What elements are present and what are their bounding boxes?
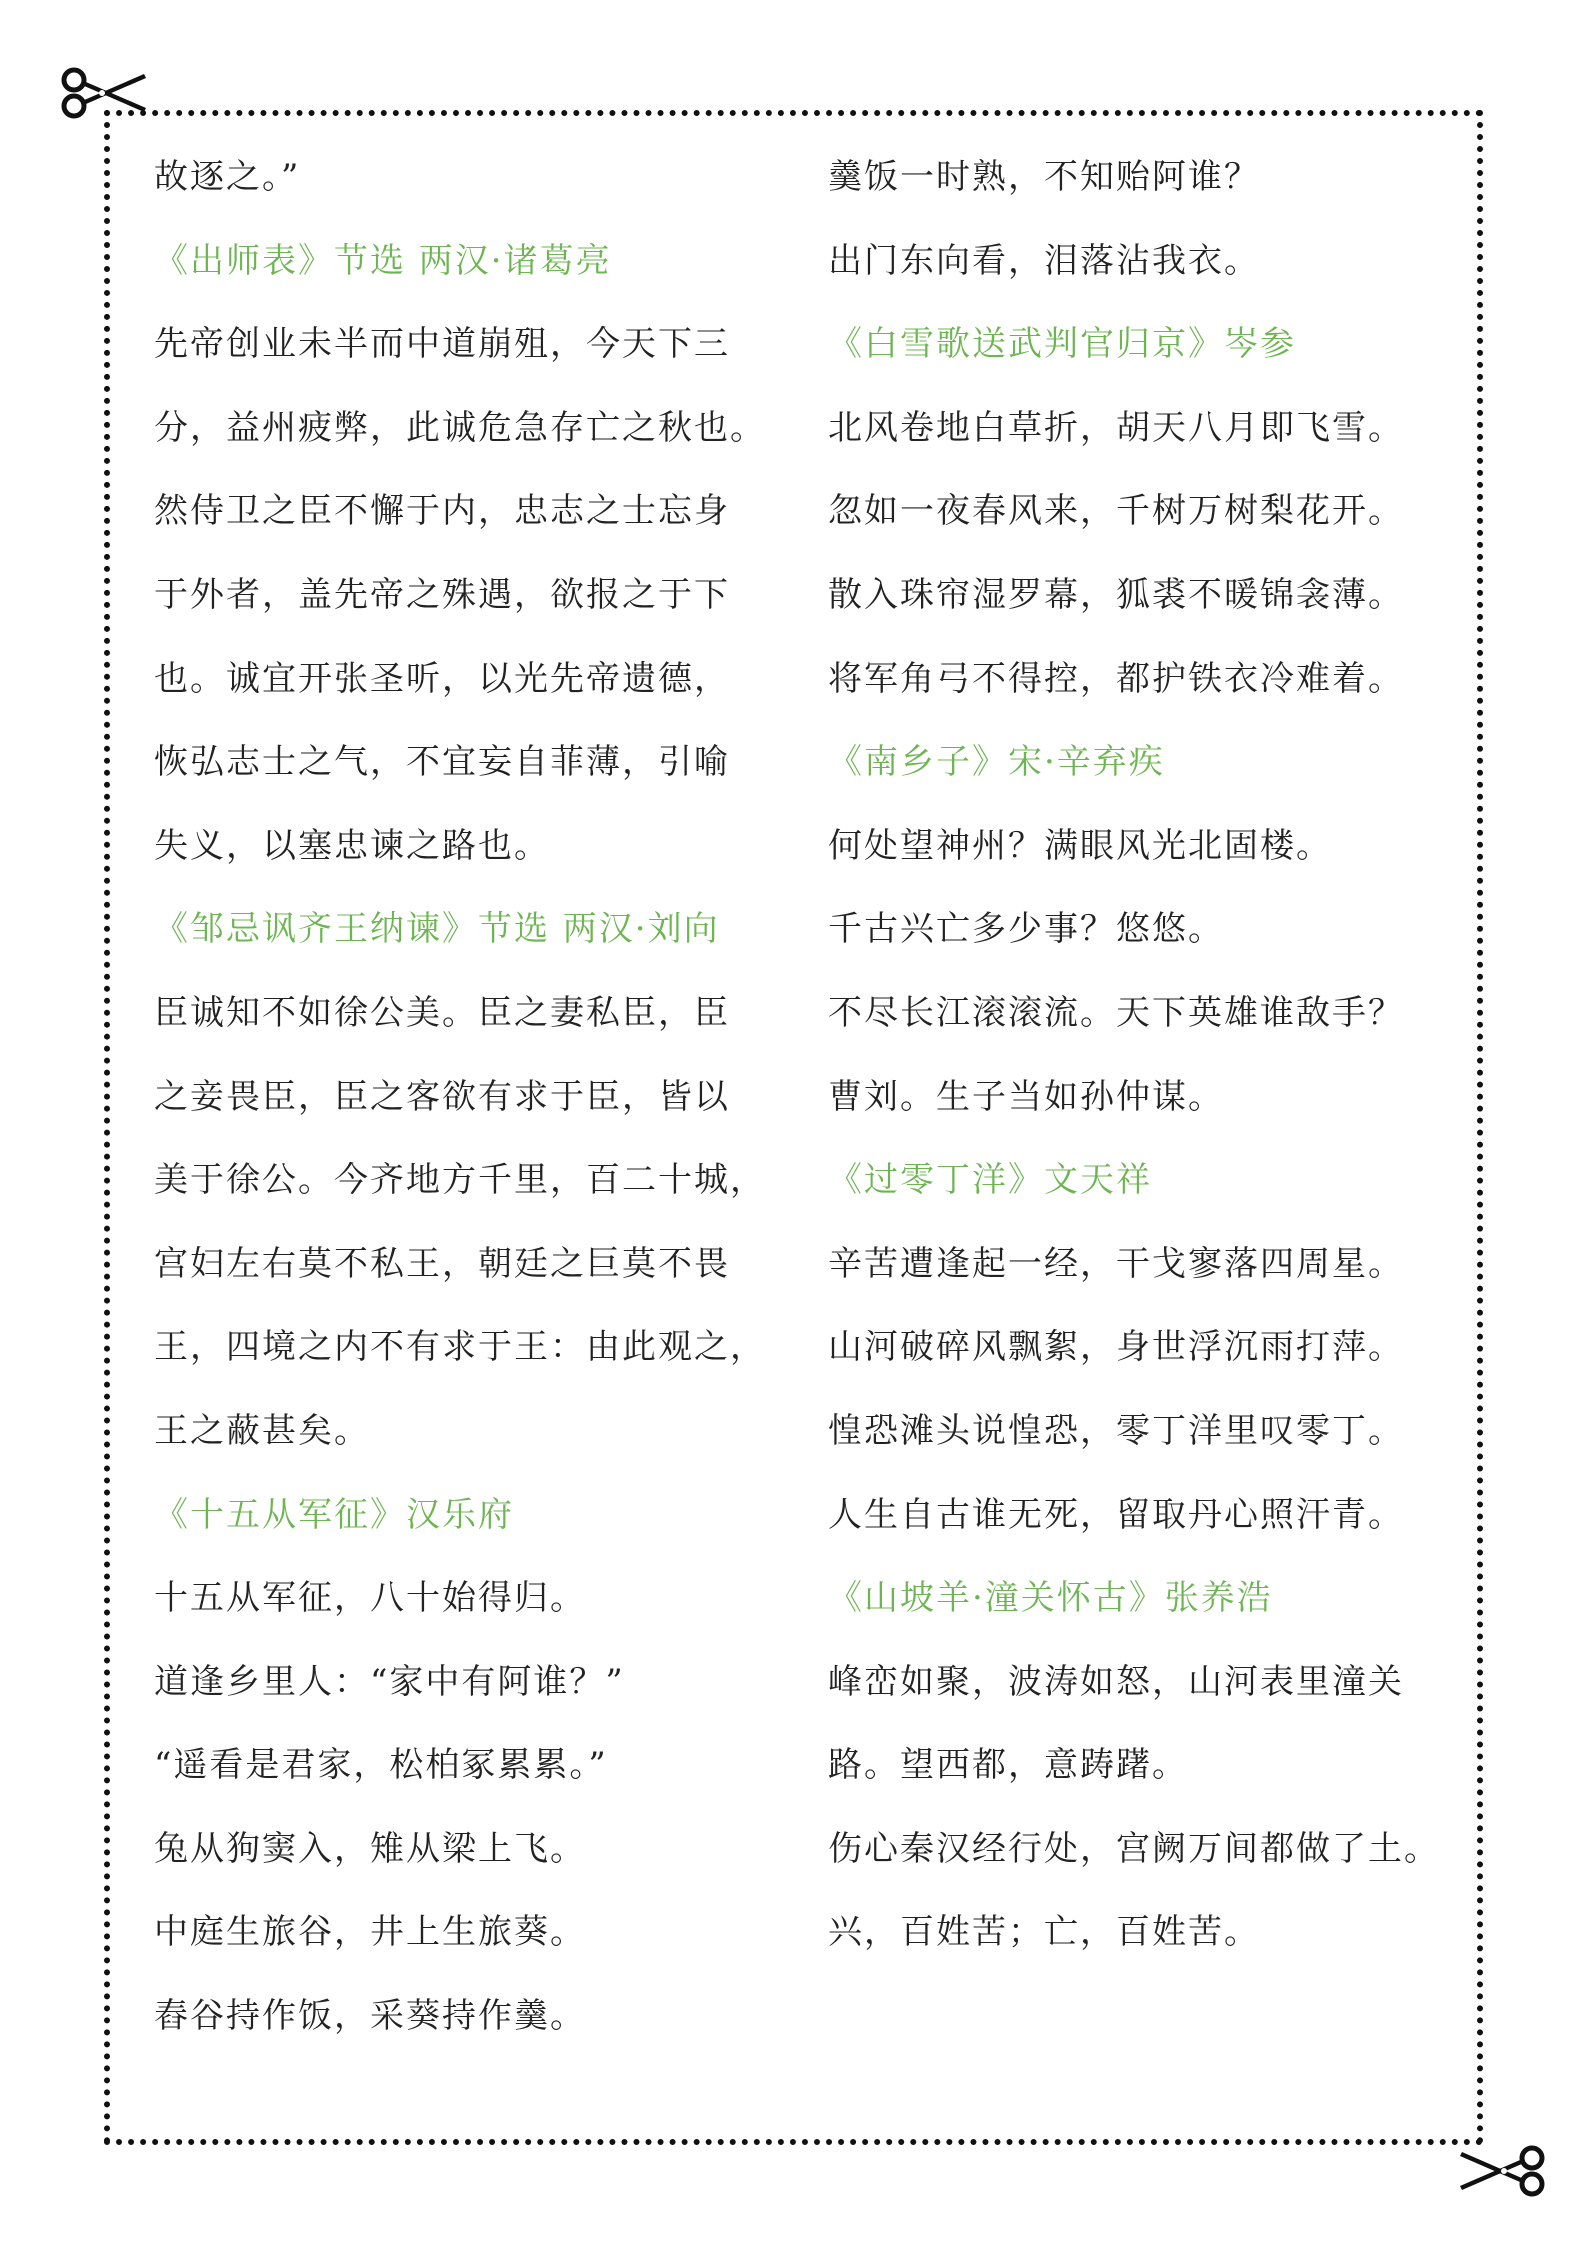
text-line: 忽如一夜春风来，千树万树梨花开。 — [828, 491, 1404, 532]
text-line: 辛苦遭逢起一经，干戈寥落四周星。 — [828, 1243, 1404, 1284]
text-line: 兴，百姓苦；亡，百姓苦。 — [828, 1912, 1260, 1953]
text-line: 千古兴亡多少事？悠悠。 — [828, 909, 1224, 950]
text-line: 不尽长江滚滚流。天下英雄谁敌手？ — [828, 992, 1404, 1033]
text-line: 散入珠帘湿罗幕，狐裘不暖锦衾薄。 — [828, 574, 1404, 615]
text-line: 宫妇左右莫不私王，朝廷之巨莫不畏 — [154, 1243, 730, 1284]
text-line: 舂谷持作饭，采葵持作羹。 — [154, 1996, 586, 2037]
text-line: “遥看是君家，松柏冢累累。” — [154, 1745, 608, 1786]
text-line: 故逐之。” — [154, 157, 301, 197]
text-line: 王，四境之内不有求于王：由此观之， — [154, 1327, 766, 1368]
text-line: 美于徐公。今齐地方千里，百二十城， — [154, 1160, 766, 1201]
text-line: 于外者，盖先帝之殊遇，欲报之于下 — [154, 574, 730, 615]
text-line: 先帝创业未半而中道崩殂，今天下三 — [154, 324, 730, 365]
text-line: 出门东向看，泪落沾我衣。 — [828, 240, 1260, 281]
text-line: 路。望西都，意踌躇。 — [828, 1745, 1188, 1786]
text-line: 人生自古谁无死，留取丹心照汗青。 — [828, 1494, 1404, 1535]
text-line: 王之蔽甚矣。 — [154, 1410, 370, 1451]
poem-title: 《出师表》节选 两汉·诸葛亮 — [154, 240, 612, 281]
text-line: 然侍卫之臣不懈于内，忠志之士忘身 — [154, 491, 730, 532]
poem-title: 《白雪歌送武判官归京》岑参 — [828, 324, 1296, 365]
text-line: 臣诚知不如徐公美。臣之妻私臣，臣 — [154, 992, 730, 1033]
text-line: 分，益州疲弊，此诚危急存亡之秋也。 — [154, 407, 766, 448]
text-line: 道逢乡里人：“家中有阿谁？” — [154, 1661, 625, 1702]
text-line: 将军角弓不得控，都护铁衣冷难着。 — [828, 658, 1404, 699]
text-line: 羹饭一时熟，不知贻阿谁？ — [828, 157, 1260, 197]
text-line: 之妾畏臣，臣之客欲有求于臣，皆以 — [154, 1076, 730, 1117]
left-column — [154, 157, 794, 2083]
text-line: 峰峦如聚，波涛如怒，山河表里潼关 — [828, 1661, 1404, 1702]
poem-title: 《南乡子》宋·辛弃疾 — [828, 742, 1165, 783]
poem-title: 《山坡羊·潼关怀古》张养浩 — [828, 1578, 1273, 1619]
text-line: 中庭生旅谷，井上生旅葵。 — [154, 1912, 586, 1953]
poem-title: 《邹忌讽齐王纳谏》节选 两汉·刘向 — [154, 909, 720, 950]
text-line: 也。诚宜开张圣听，以光先帝遗德， — [154, 658, 730, 699]
text-line: 惶恐滩头说惶恐，零丁洋里叹零丁。 — [828, 1410, 1404, 1451]
poem-title: 《十五从军征》汉乐府 — [154, 1494, 514, 1535]
text-line: 曹刘。生子当如孙仲谋。 — [828, 1076, 1224, 1117]
text-line: 北风卷地白草折，胡天八月即飞雪。 — [828, 407, 1404, 448]
poem-title: 《过零丁洋》文天祥 — [828, 1160, 1152, 1201]
scissors-icon — [1458, 2140, 1550, 2202]
text-line: 山河破碎风飘絮，身世浮沉雨打萍。 — [828, 1327, 1404, 1368]
text-line: 十五从军征，八十始得归。 — [154, 1578, 586, 1619]
scissors-icon — [56, 62, 148, 124]
text-line: 何处望神州？满眼风光北固楼。 — [828, 825, 1332, 866]
text-line: 失义，以塞忠谏之路也。 — [154, 825, 550, 866]
text-line: 恢弘志士之气，不宜妄自菲薄，引喻 — [154, 742, 730, 783]
text-line: 伤心秦汉经行处，宫阙万间都做了土。 — [828, 1828, 1440, 1869]
right-column — [828, 157, 1468, 1999]
text-line: 兔从狗窦入，雉从梁上飞。 — [154, 1828, 586, 1869]
